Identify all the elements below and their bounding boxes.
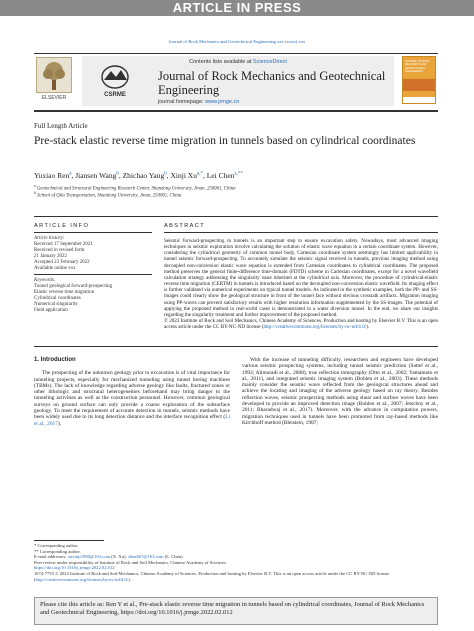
article-info-heading: ARTICLE INFO (34, 223, 90, 229)
author-name[interactable]: Xinji Xu (170, 171, 197, 180)
license-link[interactable]: http://creativecommons.org/licenses/by-nc-nd/4.0/ (263, 324, 367, 331)
author-name[interactable]: Zhichao Yang (122, 171, 165, 180)
author-sup[interactable]: a,** (234, 171, 243, 177)
intro-column-right: With the increase of tunneling difficulty, researchers and engineers have developed various seismic prospecting systems, including tunnel seismic prediction (Sattel et al., 1992; Alimoradi et al., 2008), true reflection tomography (Otto et al., 2002; Yamamoto et al., 2011), and integrated seismic imaging system (Bohlen et al., 2003). These methods mainly consider the seismic wave reflected from the geological structures ahead and achieve the locating and imaging of the adverse geology based on ray theory. Besides reflection waves, seismic prospecting methods using shear and surface waves have been developed to provide an improved detection image (Bohlen et al., 2007; Jetschny et al., 2011; Bharadwaj et al., 2017). Moreover, with the advance in computation powers, migration techniques used in tunnels have been promoted from ray-based methods like Kirchhoff method (Bleistein, 1987; (242, 357, 438, 426)
author-list: Yuxiao Ren$^a$, Jiansen Wang$^b$, Zhichao Yang$^b$, Xinji $Xu^{a,*}$, Lei Chen$^{a,**}$ (34, 171, 243, 180)
paper-title: Pre-stack elastic reverse time migration in tunnels based on cylindrical coordinates (34, 135, 416, 147)
citation-link[interactable]: Li et al., 2017 (34, 414, 230, 427)
journal-header (82, 56, 394, 106)
license-link[interactable]: http://creativecommons.org/licenses/by-nc-nd/4.0/ (35, 576, 129, 582)
cover-title: JOURNAL OF ROCK MECHANICS AND GEOTECHNICAL ENGINEERING (405, 60, 430, 74)
elsevier-wordmark: ELSEVIER (41, 95, 67, 101)
article-history: Article history: Received 17 September 2021 Received in revised form 21 January 2022 Accepted 23 February 2022 Available online xxx (34, 236, 93, 272)
abstract-body: Seismic forward-prospecting in tunnels is an important step to ensure excavation safety. Nowadays, most advanced imaging techniques in seismic exploration involve calculating the solution of elastic wave equation in a certain coordinate system. However, considering the cylindrical geometry of common tunnel body, Cartesian coordinate system seemingly has limited applicability in tunnel seismic forward-prospecting. To accurately simulate the seismic signal received in tunnels, previous imaging method using decoupled non-conversion elastic wave equation is extended from Cartesian coordinates to cylindrical coordinates. The proposed method preserves the general finite-difference time-domain (FDTD) scheme in Cartesian coordinates, except for a novel wavefield calculation strategy addressing the singularity issue inherited at the cylindrical axis. Moreover, the procedure of cylindrical-elastic reverse time migration (CERTM) in tunnels is introduced based on the decoupled non-conversion elastic wavefield. Its imaging effect is further validated via numerical experiments on typical tunnel models. As indicated in the synthetic examples, both the PP- and SS-images could clearly show the geological structure in front of the tunnel face without obvious crosstalk artifacts. Migration imaging using PP-waves can prevent satisfactory results with higher resolution information supplemented by the SS-images. The potential of applying the proposed method in real-world cases is demonstrated in a water diversion tunnel. In the end, we share our insights regarding the singularity treatment and further improvement of the proposed method. © 2022 Institute of Rock and Soil Mechanics, Chinese Academy of Sciences. Production and hosting by Elsevier B.V. This is an open access article under the CC BY-NC-ND license (http://creativecommons.org/licenses/by-nc-nd/4.0/). (164, 238, 438, 331)
journal-citation-link[interactable]: Journal of Rock Mechanics and Geotechnical Engineering xxx (xxxx) xxx (168, 39, 306, 44)
footnote-rule (34, 540, 104, 541)
section-heading: 1. Introduction (34, 357, 76, 363)
affiliation: $^b$ School of Qilu Transportation, Shandong University, Jinan, 250061, China (34, 191, 182, 199)
keywords-list: Keywords: Tunnel geological forward-prospecting Elastic reverse time migration Cylindrical coordinates Numerical singularity Field application (34, 278, 113, 314)
author-name[interactable]: Lei Chen (206, 171, 235, 180)
footnotes: * Corresponding author. ** Corresponding author. E-mail addresses: xuxinji1990@163.com (X. Xu), chen667@163.com (L. Chen). Peer review under responsibility of Institute of Rock and Soil Mechanics, Chinese Academy of Sciences. https://doi.org/10.1016/j.jrmge.2022.02.012 1674-7755 © 2022 Institute of Rock and Soil Mechanics, Chinese Academy of Sciences. Production and hosting by Elsevier B.V. This is an open access article under the CC BY-NC-ND license (http://creativecommons.org/licenses/by-nc-nd/4.0/). (34, 543, 438, 582)
journal-cover-thumbnail[interactable] (402, 56, 436, 104)
header-rule-bottom (34, 110, 438, 112)
journal-title: Journal of Rock Mechanics and Geotechnical Engineering (158, 69, 386, 97)
author-sup[interactable]: b (116, 171, 119, 177)
section-divider (34, 346, 438, 347)
affiliation: $^a$ Geotechnical and Structural Engineering Research Center, Shandong University, Jinan, 250061, China (34, 184, 236, 192)
contents-available-line: Contents lists available at ScienceDirect (189, 59, 287, 65)
elsevier-logo (36, 57, 72, 101)
journal-homepage: journal homepage: www.jrmge.cn (158, 99, 240, 105)
article-in-press-banner: ARTICLE IN PRESS (0, 0, 474, 16)
email-link[interactable]: xuxinji1990@163.com (67, 554, 111, 560)
author-sup[interactable]: a (69, 171, 72, 177)
author-name[interactable]: Yuxiao Ren (34, 171, 70, 180)
keywords-rule (34, 274, 152, 275)
csrme-logo-icon (96, 64, 134, 98)
doi-link[interactable]: https://doi.org/10.1016/j.jrmge.2022.02.012 (34, 565, 115, 571)
intro-column-left: 1. Introduction The prospecting of the unknown geology prior to excavation is of vital importance for tunneling projects, especially for mechanized tunneling using tunnel boring machines (TBMs). The lack of knowledge regarding adverse geology like faults, fractured zones or other lithologic and structural heterogeneities beforehand may bring danger to the tunneling activities as well as the construction personnel. However, common geological surveys on ground surface can only provide a coarse exploration of the subsurface geology. To meet the requirement of accurate detection in tunnels, seismic methods have been widely used due to its long detection distance and the interface recognition effect (Li et al., 2017). (34, 357, 230, 427)
author-sup[interactable]: b (164, 171, 167, 177)
elsevier-tree-icon (36, 57, 72, 93)
article-info-rule (34, 232, 152, 233)
author-sup[interactable]: a,* (196, 171, 203, 177)
article-type: Full Length Article (34, 122, 88, 130)
email-link[interactable]: chen667@163.com (127, 554, 164, 560)
section-divider (34, 216, 438, 217)
homepage-link[interactable]: www.jrmge.cn (205, 99, 240, 105)
cover-footer (403, 97, 435, 103)
svg-text:CSRME: CSRME (104, 92, 126, 98)
header-rule-top (34, 53, 438, 54)
sciencedirect-link[interactable]: ScienceDirect (252, 59, 287, 65)
citation-box: Please cite this article as: Ren Y et al., Pre-stack elastic reverse time migration in tunnels based on cylindrical coordinates, Journal of Rock Mechanics and Geotechnical Engineering, https://doi.org/10.1016/j.jrmge.2022.02.012 (34, 597, 438, 625)
abstract-rule (164, 232, 438, 233)
abstract-heading: ABSTRACT (164, 223, 206, 229)
cover-band (403, 79, 435, 91)
author-name[interactable]: Jiansen Wang (75, 171, 117, 180)
